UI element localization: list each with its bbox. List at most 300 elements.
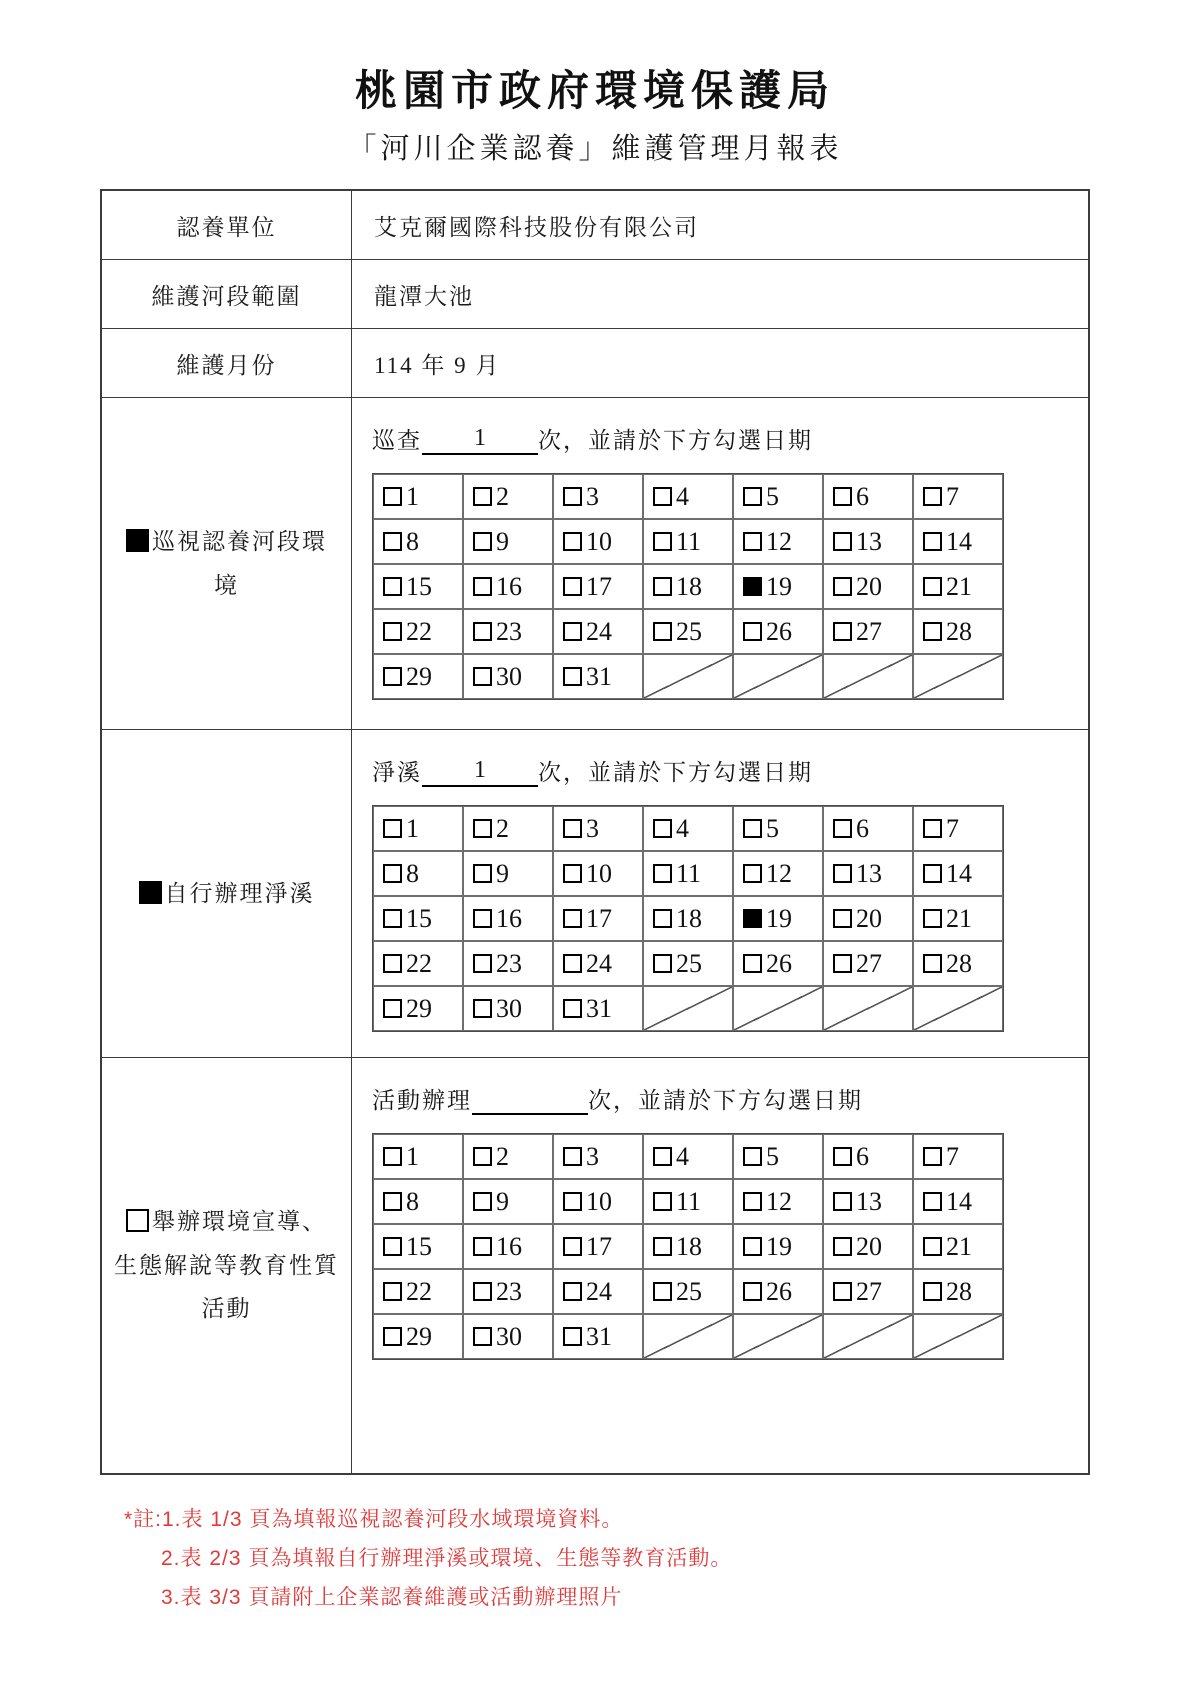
- calendar-day-cell: [643, 474, 733, 519]
- day-checkbox-unchecked[interactable]: [473, 1282, 492, 1301]
- day-number: 16: [496, 903, 522, 933]
- day-number: 8: [406, 1186, 419, 1216]
- calendar-day-cell: [643, 1224, 733, 1269]
- calendar-blank-cell: [643, 1314, 733, 1359]
- day-checkbox-unchecked[interactable]: [653, 577, 672, 596]
- calendar-day-cell: [373, 609, 463, 654]
- day-number: 5: [766, 813, 779, 843]
- day-number: 6: [856, 813, 869, 843]
- calendar-day-cell: [463, 1314, 553, 1359]
- day-checkbox-unchecked[interactable]: [383, 819, 402, 838]
- day-checkbox-unchecked[interactable]: [923, 1282, 942, 1301]
- calendar-blank-cell: [913, 986, 1003, 1031]
- calendar-day-cell: [553, 654, 643, 699]
- day-checkbox-unchecked[interactable]: [383, 1237, 402, 1256]
- day-checkbox-unchecked[interactable]: [563, 909, 582, 928]
- calendar-day-cell: [553, 564, 643, 609]
- day-checkbox-unchecked[interactable]: [563, 1282, 582, 1301]
- day-number: 29: [406, 993, 432, 1023]
- calendar-day-cell: [463, 1179, 553, 1224]
- cleanup-count-field[interactable]: 1: [422, 757, 538, 787]
- river-section-value[interactable]: 龍潭大池: [374, 283, 474, 309]
- calendar-blank-cell: [643, 986, 733, 1031]
- calendar-day-cell: [913, 564, 1003, 609]
- day-checkbox-unchecked[interactable]: [743, 954, 762, 973]
- calendar-day-cell: [553, 941, 643, 986]
- day-checkbox-unchecked[interactable]: [743, 1237, 762, 1256]
- day-checkbox-unchecked[interactable]: [383, 667, 402, 686]
- day-checkbox-unchecked[interactable]: [563, 1327, 582, 1346]
- day-checkbox-unchecked[interactable]: [743, 487, 762, 506]
- calendar-day-cell: [733, 1179, 823, 1224]
- calendar-blank-cell: [733, 1314, 823, 1359]
- section-patrol-label: [114, 520, 339, 607]
- day-number: 13: [856, 858, 882, 888]
- day-number: 11: [676, 858, 702, 888]
- calendar-blank-cell: [733, 986, 823, 1031]
- day-checkbox-unchecked[interactable]: [383, 864, 402, 883]
- day-number: 17: [586, 903, 612, 933]
- day-number: 5: [766, 1141, 779, 1171]
- day-checkbox-unchecked[interactable]: [383, 1327, 402, 1346]
- day-checkbox-unchecked[interactable]: [563, 532, 582, 551]
- day-number: 1: [406, 813, 419, 843]
- day-number: 9: [496, 1186, 509, 1216]
- calendar-day-cell: [373, 654, 463, 699]
- day-number: 8: [406, 858, 419, 888]
- day-checkbox-unchecked[interactable]: [923, 954, 942, 973]
- day-number: 27: [856, 616, 882, 646]
- day-number: 14: [946, 1186, 972, 1216]
- patrol-count-line: [372, 422, 1088, 455]
- day-checkbox-unchecked[interactable]: [563, 577, 582, 596]
- day-number: 25: [676, 616, 702, 646]
- maintenance-month-value[interactable]: 114 年 9 月: [374, 352, 501, 378]
- calendar-day-cell: [463, 1269, 553, 1314]
- calendar-day-cell: [823, 851, 913, 896]
- calendar-day-cell: [643, 896, 733, 941]
- day-number: 7: [946, 481, 959, 511]
- event-section-label-text: 舉辦環境宣導、生態解說等教育性質活動: [114, 1208, 339, 1322]
- day-checkbox-unchecked[interactable]: [743, 1147, 762, 1166]
- day-number: 26: [766, 948, 792, 978]
- event-section-checkbox[interactable]: [126, 1209, 149, 1232]
- day-checkbox-unchecked[interactable]: [473, 864, 492, 883]
- calendar-day-cell: [643, 1179, 733, 1224]
- calendar-day-cell: [553, 1314, 643, 1359]
- day-number: 2: [496, 1141, 509, 1171]
- calendar-day-cell: [823, 564, 913, 609]
- calendar-day-cell: [373, 474, 463, 519]
- day-checkbox-unchecked[interactable]: [473, 1147, 492, 1166]
- page-subtitle: 「河川企業認養」維護管理月報表: [347, 133, 843, 165]
- day-number: 10: [586, 858, 612, 888]
- calendar-day-cell: [913, 806, 1003, 851]
- calendar-day-cell: [913, 896, 1003, 941]
- section-patrol: [102, 398, 1088, 730]
- day-number: 24: [586, 1276, 612, 1306]
- footnote-3: 3.表 3/3 頁請附上企業認養維護或活動辦理照片: [161, 1585, 623, 1609]
- calendar-day-cell: [463, 564, 553, 609]
- day-number: 4: [676, 481, 689, 511]
- calendar-day-cell: [643, 941, 733, 986]
- day-checkbox-unchecked[interactable]: [743, 1192, 762, 1211]
- day-number: 18: [676, 1231, 702, 1261]
- day-checkbox-unchecked[interactable]: [653, 1192, 672, 1211]
- cleanup-section-checkbox[interactable]: [139, 881, 162, 904]
- day-checkbox-unchecked[interactable]: [653, 487, 672, 506]
- day-checkbox-unchecked[interactable]: [833, 1237, 852, 1256]
- day-number: 5: [766, 481, 779, 511]
- day-checkbox-unchecked[interactable]: [833, 909, 852, 928]
- day-checkbox-unchecked[interactable]: [383, 622, 402, 641]
- day-number: 21: [946, 571, 972, 601]
- calendar-day-cell: [553, 1134, 643, 1179]
- day-number: 6: [856, 481, 869, 511]
- day-checkbox-unchecked[interactable]: [923, 819, 942, 838]
- day-checkbox-unchecked[interactable]: [473, 487, 492, 506]
- day-number: 31: [586, 661, 612, 691]
- day-number: 1: [406, 1141, 419, 1171]
- day-checkbox-unchecked[interactable]: [923, 577, 942, 596]
- day-number: 9: [496, 526, 509, 556]
- calendar-day-cell: [373, 941, 463, 986]
- day-checkbox-unchecked[interactable]: [653, 909, 672, 928]
- calendar-day-cell: [913, 851, 1003, 896]
- maintenance-month-label: 維護月份: [102, 329, 352, 397]
- calendar-blank-cell: [913, 1314, 1003, 1359]
- calendar-day-cell: [823, 806, 913, 851]
- day-number: 15: [406, 1231, 432, 1261]
- calendar-day-cell: [733, 519, 823, 564]
- day-number: 30: [496, 661, 522, 691]
- day-checkbox-unchecked[interactable]: [833, 487, 852, 506]
- day-number: 20: [856, 1231, 882, 1261]
- day-number: 7: [946, 813, 959, 843]
- day-checkbox-unchecked[interactable]: [383, 909, 402, 928]
- river-section-label: 維護河段範圍: [102, 260, 352, 328]
- calendar-day-cell: [373, 851, 463, 896]
- day-checkbox-unchecked[interactable]: [383, 1192, 402, 1211]
- calendar-day-cell: [913, 941, 1003, 986]
- calendar-day-cell: [463, 851, 553, 896]
- section-cleanup: [102, 730, 1088, 1058]
- day-number: 8: [406, 526, 419, 556]
- calendar-day-cell: [463, 941, 553, 986]
- calendar-blank-cell: [913, 654, 1003, 699]
- day-number: 28: [946, 948, 972, 978]
- calendar-day-cell: [823, 1269, 913, 1314]
- report-form-table: [100, 189, 1090, 1475]
- day-checkbox-unchecked[interactable]: [833, 1147, 852, 1166]
- calendar-day-cell: [733, 806, 823, 851]
- day-checkbox-unchecked[interactable]: [383, 1147, 402, 1166]
- day-number: 3: [586, 1141, 599, 1171]
- patrol-count-field[interactable]: 1: [422, 425, 538, 455]
- calendar-day-cell: [463, 806, 553, 851]
- day-checkbox-unchecked[interactable]: [653, 864, 672, 883]
- calendar-day-cell: [913, 1134, 1003, 1179]
- day-number: 23: [496, 616, 522, 646]
- day-number: 15: [406, 903, 432, 933]
- day-checkbox-unchecked[interactable]: [383, 1282, 402, 1301]
- calendar-day-cell: [823, 519, 913, 564]
- day-checkbox-unchecked[interactable]: [653, 819, 672, 838]
- day-checkbox-unchecked[interactable]: [833, 577, 852, 596]
- calendar-day-cell: [553, 986, 643, 1031]
- day-checkbox-unchecked[interactable]: [563, 667, 582, 686]
- day-checkbox-unchecked[interactable]: [473, 909, 492, 928]
- calendar-day-cell: [643, 564, 733, 609]
- footnotes: [124, 1501, 1190, 1618]
- calendar-day-cell: [733, 1134, 823, 1179]
- day-number: 4: [676, 1141, 689, 1171]
- day-checkbox-unchecked[interactable]: [563, 487, 582, 506]
- day-checkbox-unchecked[interactable]: [383, 487, 402, 506]
- day-number: 7: [946, 1141, 959, 1171]
- day-checkbox-unchecked[interactable]: [473, 954, 492, 973]
- day-checkbox-unchecked[interactable]: [653, 622, 672, 641]
- day-number: 30: [496, 1321, 522, 1351]
- day-number: 19: [766, 571, 792, 601]
- day-number: 10: [586, 526, 612, 556]
- calendar-blank-cell: [733, 654, 823, 699]
- calendar-day-cell: [373, 564, 463, 609]
- day-number: 16: [496, 1231, 522, 1261]
- day-number: 2: [496, 481, 509, 511]
- day-number: 3: [586, 481, 599, 511]
- day-checkbox-unchecked[interactable]: [833, 1192, 852, 1211]
- day-checkbox-unchecked[interactable]: [473, 622, 492, 641]
- day-checkbox-unchecked[interactable]: [653, 1237, 672, 1256]
- day-number: 10: [586, 1186, 612, 1216]
- calendar-blank-cell: [643, 654, 733, 699]
- page-title: 桃園市政府環境保護局: [354, 69, 835, 115]
- day-number: 13: [856, 1186, 882, 1216]
- day-checkbox-unchecked[interactable]: [923, 864, 942, 883]
- day-checkbox-unchecked[interactable]: [473, 1192, 492, 1211]
- day-number: 27: [856, 1276, 882, 1306]
- day-checkbox-unchecked[interactable]: [473, 819, 492, 838]
- footnote-1: *註:1.表 1/3 頁為填報巡視認養河段水域環境資料。: [124, 1508, 624, 1531]
- calendar-day-cell: [373, 519, 463, 564]
- day-checkbox-unchecked[interactable]: [473, 1327, 492, 1346]
- day-checkbox-unchecked[interactable]: [743, 532, 762, 551]
- calendar-day-cell: [643, 1269, 733, 1314]
- day-checkbox-unchecked[interactable]: [653, 532, 672, 551]
- calendar-day-cell: [733, 896, 823, 941]
- day-number: 22: [406, 948, 432, 978]
- calendar-day-cell: [643, 806, 733, 851]
- calendar-day-cell: [643, 1134, 733, 1179]
- day-number: 11: [676, 1186, 702, 1216]
- day-number: 17: [586, 571, 612, 601]
- calendar-blank-cell: [823, 654, 913, 699]
- calendar-day-cell: [463, 474, 553, 519]
- day-checkbox-unchecked[interactable]: [833, 532, 852, 551]
- day-number: 19: [766, 1231, 792, 1261]
- day-checkbox-checked[interactable]: [743, 909, 762, 928]
- event-count-field[interactable]: [472, 1085, 588, 1115]
- day-checkbox-unchecked[interactable]: [563, 1237, 582, 1256]
- day-checkbox-unchecked[interactable]: [563, 999, 582, 1018]
- day-number: 17: [586, 1231, 612, 1261]
- patrol-header-suffix: 次，並請於下方勾選日期: [538, 428, 813, 453]
- row-adopting-unit: [102, 191, 1088, 260]
- event-count-line: [372, 1082, 1088, 1115]
- day-number: 11: [676, 526, 702, 556]
- cleanup-header-suffix: 次，並請於下方勾選日期: [538, 760, 813, 785]
- day-checkbox-unchecked[interactable]: [743, 819, 762, 838]
- calendar-day-cell: [373, 1134, 463, 1179]
- day-checkbox-unchecked[interactable]: [653, 1147, 672, 1166]
- calendar-day-cell: [823, 941, 913, 986]
- calendar-day-cell: [913, 1269, 1003, 1314]
- calendar-day-cell: [373, 1314, 463, 1359]
- day-checkbox-unchecked[interactable]: [473, 1237, 492, 1256]
- calendar-day-cell: [823, 1134, 913, 1179]
- event-calendar-grid: [372, 1133, 1004, 1360]
- day-number: 31: [586, 1321, 612, 1351]
- day-checkbox-unchecked[interactable]: [383, 532, 402, 551]
- calendar-day-cell: [553, 609, 643, 654]
- day-number: 23: [496, 1276, 522, 1306]
- calendar-day-cell: [733, 474, 823, 519]
- calendar-day-cell: [823, 896, 913, 941]
- day-checkbox-unchecked[interactable]: [833, 819, 852, 838]
- day-checkbox-unchecked[interactable]: [383, 999, 402, 1018]
- day-number: 14: [946, 526, 972, 556]
- event-header-suffix: 次，並請於下方勾選日期: [588, 1088, 863, 1113]
- calendar-day-cell: [823, 1224, 913, 1269]
- calendar-day-cell: [553, 1224, 643, 1269]
- calendar-day-cell: [733, 1224, 823, 1269]
- day-number: 27: [856, 948, 882, 978]
- day-number: 21: [946, 903, 972, 933]
- day-checkbox-unchecked[interactable]: [473, 667, 492, 686]
- day-number: 22: [406, 616, 432, 646]
- adopting-unit-value[interactable]: 艾克爾國際科技股份有限公司: [374, 214, 699, 240]
- day-checkbox-unchecked[interactable]: [563, 622, 582, 641]
- calendar-day-cell: [643, 519, 733, 564]
- day-checkbox-unchecked[interactable]: [563, 954, 582, 973]
- day-checkbox-unchecked[interactable]: [653, 954, 672, 973]
- row-maintenance-month: [102, 329, 1088, 398]
- day-checkbox-unchecked[interactable]: [383, 954, 402, 973]
- day-checkbox-unchecked[interactable]: [743, 1282, 762, 1301]
- day-checkbox-unchecked[interactable]: [563, 1192, 582, 1211]
- cleanup-count-line: [372, 754, 1088, 787]
- day-checkbox-unchecked[interactable]: [473, 577, 492, 596]
- day-checkbox-unchecked[interactable]: [923, 487, 942, 506]
- day-checkbox-unchecked[interactable]: [743, 864, 762, 883]
- day-number: 28: [946, 1276, 972, 1306]
- day-checkbox-unchecked[interactable]: [923, 1147, 942, 1166]
- calendar-day-cell: [823, 474, 913, 519]
- day-checkbox-unchecked[interactable]: [563, 864, 582, 883]
- day-number: 29: [406, 1321, 432, 1351]
- calendar-day-cell: [553, 896, 643, 941]
- calendar-day-cell: [373, 896, 463, 941]
- day-checkbox-unchecked[interactable]: [473, 532, 492, 551]
- calendar-day-cell: [553, 806, 643, 851]
- day-checkbox-unchecked[interactable]: [833, 864, 852, 883]
- calendar-day-cell: [913, 519, 1003, 564]
- calendar-day-cell: [553, 851, 643, 896]
- day-number: 12: [766, 858, 792, 888]
- day-number: 12: [766, 526, 792, 556]
- day-number: 4: [676, 813, 689, 843]
- day-checkbox-unchecked[interactable]: [833, 622, 852, 641]
- day-number: 29: [406, 661, 432, 691]
- calendar-day-cell: [553, 1269, 643, 1314]
- day-checkbox-unchecked[interactable]: [923, 909, 942, 928]
- calendar-day-cell: [463, 654, 553, 699]
- calendar-day-cell: [733, 851, 823, 896]
- day-number: 28: [946, 616, 972, 646]
- day-checkbox-unchecked[interactable]: [923, 622, 942, 641]
- calendar-day-cell: [463, 519, 553, 564]
- day-number: 1: [406, 481, 419, 511]
- day-number: 9: [496, 858, 509, 888]
- day-number: 19: [766, 903, 792, 933]
- calendar-day-cell: [463, 1134, 553, 1179]
- day-number: 3: [586, 813, 599, 843]
- day-checkbox-unchecked[interactable]: [833, 1282, 852, 1301]
- day-number: 16: [496, 571, 522, 601]
- day-number: 21: [946, 1231, 972, 1261]
- day-number: 22: [406, 1276, 432, 1306]
- calendar-day-cell: [373, 1269, 463, 1314]
- day-number: 18: [676, 571, 702, 601]
- patrol-section-checkbox[interactable]: [126, 529, 149, 552]
- day-checkbox-unchecked[interactable]: [923, 1237, 942, 1256]
- day-checkbox-unchecked[interactable]: [743, 622, 762, 641]
- calendar-blank-cell: [823, 986, 913, 1031]
- day-checkbox-unchecked[interactable]: [473, 999, 492, 1018]
- day-number: 20: [856, 903, 882, 933]
- calendar-day-cell: [733, 564, 823, 609]
- day-number: 12: [766, 1186, 792, 1216]
- day-checkbox-unchecked[interactable]: [923, 1192, 942, 1211]
- day-checkbox-unchecked[interactable]: [383, 577, 402, 596]
- day-checkbox-unchecked[interactable]: [563, 1147, 582, 1166]
- day-checkbox-unchecked[interactable]: [923, 532, 942, 551]
- day-number: 24: [586, 948, 612, 978]
- day-checkbox-unchecked[interactable]: [833, 954, 852, 973]
- day-number: 26: [766, 616, 792, 646]
- day-number: 31: [586, 993, 612, 1023]
- day-checkbox-unchecked[interactable]: [653, 1282, 672, 1301]
- calendar-day-cell: [463, 1224, 553, 1269]
- day-checkbox-checked[interactable]: [743, 577, 762, 596]
- calendar-day-cell: [553, 474, 643, 519]
- calendar-day-cell: [733, 941, 823, 986]
- calendar-day-cell: [643, 609, 733, 654]
- cleanup-section-label-text: 自行辦理淨溪: [164, 880, 315, 906]
- calendar-day-cell: [373, 806, 463, 851]
- calendar-day-cell: [463, 896, 553, 941]
- day-number: 25: [676, 1276, 702, 1306]
- adopting-unit-label: 認養單位: [102, 191, 352, 259]
- day-number: 13: [856, 526, 882, 556]
- day-number: 2: [496, 813, 509, 843]
- day-number: 23: [496, 948, 522, 978]
- day-number: 25: [676, 948, 702, 978]
- day-checkbox-unchecked[interactable]: [563, 819, 582, 838]
- calendar-day-cell: [643, 851, 733, 896]
- footnote-2: 2.表 2/3 頁為填報自行辦理淨溪或環境、生態等教育活動。: [161, 1546, 733, 1570]
